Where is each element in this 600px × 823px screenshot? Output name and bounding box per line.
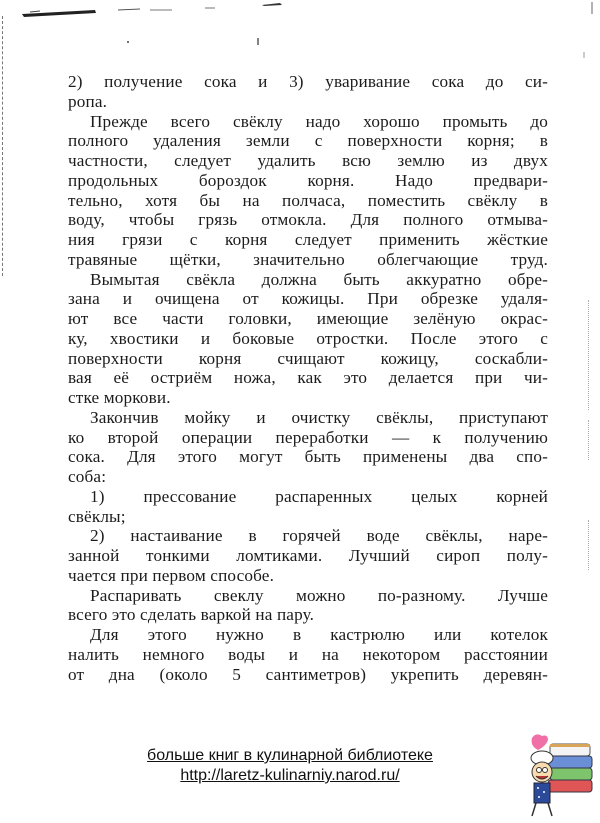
text-line: Вымытая свёкла должна быть аккуратно обре- <box>90 269 548 289</box>
text-line: 2) настаивание в горячей воде свёклы, наре- <box>90 526 548 546</box>
text-line: продольных бороздок корня. Надо предвари- <box>68 170 548 190</box>
text-line: воду, чтобы грязь отмокла. Для полного отмыва- <box>68 210 548 230</box>
text-line: Прежде всего свёклу надо хорошо промыть до <box>90 111 548 131</box>
text-line: соба: <box>68 467 107 486</box>
text-line: поверхности корня счищают кожицу, соскабли- <box>68 348 548 368</box>
text-line: налить немного воды и на некотором расстоянии <box>68 644 548 664</box>
text-line: от дна (около 5 сантиметров) укрепить деревян- <box>68 664 548 684</box>
text-line: 1) прессование распаренных целых корней <box>90 486 548 506</box>
text-line: ко второй операции переработки — к получению <box>68 427 548 447</box>
text-line: свёклы; <box>68 506 126 526</box>
library-url-link[interactable]: http://laretz-kulinarniy.narod.ru/ <box>180 767 400 784</box>
chef-with-books-icon <box>520 726 600 818</box>
footer-promo <box>100 746 480 786</box>
text-line: ку, хвостики и боковые отростки. После этого с <box>68 328 548 348</box>
library-link-text[interactable]: больше книг в кулинарной библиотеке <box>147 747 433 764</box>
text-line: ют все части головки, имеющие зелёную окрас- <box>68 309 548 328</box>
text-line: всего это сделать варкой на пару. <box>68 605 315 625</box>
text-line: занной тонкими ломтиками. Лучший сироп полу- <box>68 546 548 565</box>
page-edge-dots <box>588 520 590 570</box>
text-line: чается при первом способе. <box>68 565 275 585</box>
text-line: вая её остриём ножа, как это делается при чи- <box>68 368 548 388</box>
text-line: травяные щётки, значительно облегчающие труд. <box>68 249 548 269</box>
text-line: тельно, хотя бы на полчаса, поместить свёклу в <box>68 190 548 210</box>
page-edge-dots <box>588 420 590 460</box>
text-line: частности, следует удалить всю землю из двух <box>68 151 548 170</box>
text-line: Для этого нужно в кастрюлю или котелок <box>90 625 548 644</box>
text-line: сока. Для этого могут быть применены два спо- <box>68 447 548 467</box>
text-line: Распаривать свеклу можно по-разному. Лучше <box>90 585 548 605</box>
text-line: зана и очищена от кожицы. При обрезке удаля- <box>68 289 548 309</box>
text-line: ропа. <box>68 91 108 111</box>
scan-artifacts <box>0 0 600 60</box>
page-edge-dots <box>588 300 590 410</box>
text-line: ния грязи с корня следует применить жёсткие <box>68 230 548 249</box>
text-line: 2) получение сока и 3) уваривание сока до си- <box>68 72 548 91</box>
page-body-text <box>68 72 548 684</box>
text-line: полного удаления земли с поверхности корня; в <box>68 131 548 151</box>
text-line: стке моркови. <box>68 388 171 407</box>
page-edge-line <box>2 16 4 276</box>
text-line: Закончив мойку и очистку свёклы, приступают <box>90 407 548 427</box>
